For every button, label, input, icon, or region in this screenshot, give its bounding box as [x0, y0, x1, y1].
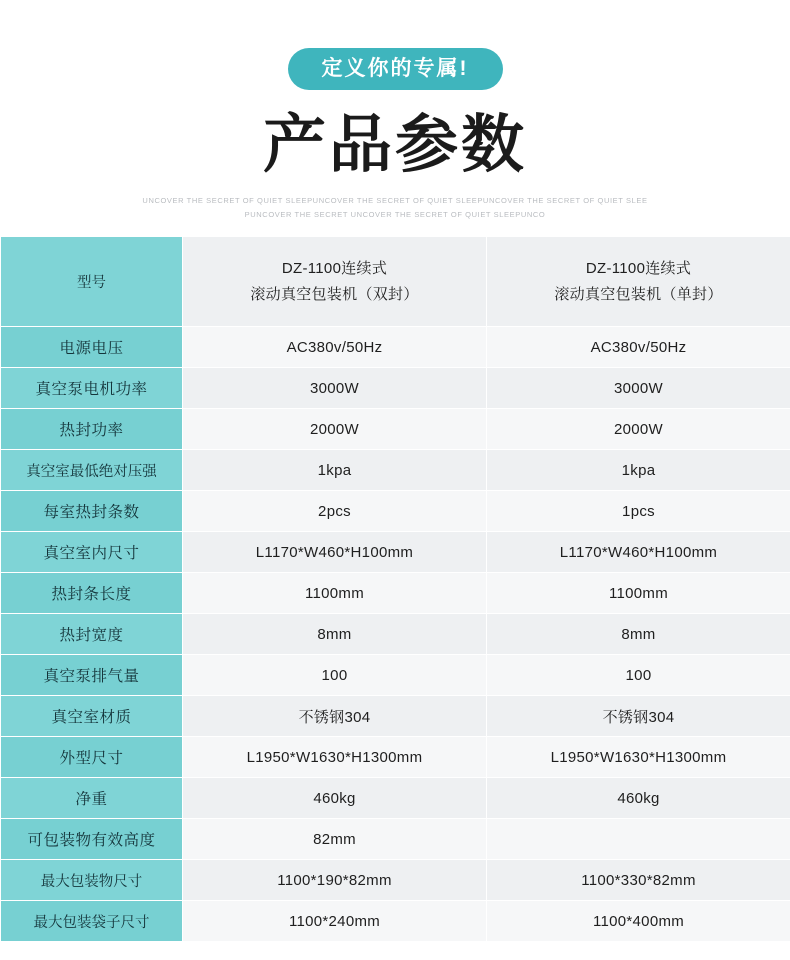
spec-label: 电源电压: [1, 327, 183, 368]
page-header: [0, 0, 790, 223]
table-row: [1, 655, 790, 696]
spec-value-col1: 1100*240mm: [183, 901, 487, 942]
spec-value-col1: 100: [183, 655, 487, 696]
spec-value-col2: 1100mm: [487, 573, 790, 614]
spec-label: 真空泵电机功率: [1, 368, 183, 409]
spec-value-col2: 2000W: [487, 409, 790, 450]
spec-label: 净重: [1, 778, 183, 819]
table-row: [1, 819, 790, 860]
spec-value-line-2: 滚动真空包装机（双封）: [250, 285, 419, 303]
table-row: [1, 860, 790, 901]
spec-value-col2: L1950*W1630*H1300mm: [487, 737, 790, 778]
table-row: [1, 368, 790, 409]
spec-value-col1: 8mm: [183, 614, 487, 655]
spec-value-col2: [487, 237, 790, 327]
table-row: [1, 450, 790, 491]
spec-value-col2: 3000W: [487, 368, 790, 409]
spec-value-col2: [487, 819, 790, 860]
spec-value-col2: 1pcs: [487, 491, 790, 532]
spec-label: 真空泵排气量: [1, 655, 183, 696]
spec-value-col2: AC380v/50Hz: [487, 327, 790, 368]
spec-value-col1: 不锈钢304: [183, 696, 487, 737]
spec-value-col1: 82mm: [183, 819, 487, 860]
spec-value-col2: 8mm: [487, 614, 790, 655]
spec-label: 热封宽度: [1, 614, 183, 655]
spec-label: 真空室材质: [1, 696, 183, 737]
subtitle-line-2: PUNCOVER THE SECRET UNCOVER THE SECRET OF QUIET SLEEPUNCO: [244, 210, 546, 220]
spec-value-col1: 2000W: [183, 409, 487, 450]
spec-value-line-1: DZ-1100连续式: [281, 260, 388, 278]
spec-value-col2: 不锈钢304: [487, 696, 790, 737]
spec-value-col1: 3000W: [183, 368, 487, 409]
table-row: [1, 573, 790, 614]
spec-label: 型号: [1, 237, 183, 327]
spec-value-col2: 460kg: [487, 778, 790, 819]
spec-value-col2: L1170*W460*H100mm: [487, 532, 790, 573]
table-row: [1, 409, 790, 450]
spec-label: 最大包装物尺寸: [1, 860, 183, 901]
spec-label: 真空室内尺寸: [1, 532, 183, 573]
table-row: [1, 737, 790, 778]
subtitle-line-1: UNCOVER THE SECRET OF QUIET SLEEPUNCOVER THE SECRET OF QUIET SLEEPUNCOVER THE SECRET OF QUIET SLEE: [142, 196, 648, 206]
table-row: [1, 532, 790, 573]
spec-label: 外型尺寸: [1, 737, 183, 778]
spec-label: 可包装物有效高度: [1, 819, 183, 860]
spec-label: 真空室最低绝对压强: [1, 450, 183, 491]
spec-value-col1: L1170*W460*H100mm: [183, 532, 487, 573]
table-row: [1, 491, 790, 532]
spec-label: 热封功率: [1, 409, 183, 450]
table-row: [1, 696, 790, 737]
table-row: [1, 327, 790, 368]
table-row: [1, 237, 790, 327]
spec-label: 热封条长度: [1, 573, 183, 614]
spec-label: 最大包装袋子尺寸: [1, 901, 183, 942]
spec-label: 每室热封条数: [1, 491, 183, 532]
table-row: [1, 614, 790, 655]
specification-table: [0, 236, 790, 942]
spec-value-col1: L1950*W1630*H1300mm: [183, 737, 487, 778]
spec-value-col1: 460kg: [183, 778, 487, 819]
header-badge: 定义你的专属!: [288, 48, 503, 90]
spec-value-col1: 1100mm: [183, 573, 487, 614]
spec-value-col1: 1100*190*82mm: [183, 860, 487, 901]
page-title: 产品参数: [263, 108, 527, 181]
spec-value-col1: 2pcs: [183, 491, 487, 532]
spec-value-line-1: DZ-1100连续式: [585, 260, 692, 278]
table-row: [1, 901, 790, 942]
spec-value-col2: 1100*400mm: [487, 901, 790, 942]
spec-value-col2: 1kpa: [487, 450, 790, 491]
spec-value-col2: 1100*330*82mm: [487, 860, 790, 901]
spec-value-col1: [183, 237, 487, 327]
spec-value-line-2: 滚动真空包装机（单封）: [554, 285, 723, 303]
spec-value-col2: 100: [487, 655, 790, 696]
spec-value-col1: 1kpa: [183, 450, 487, 491]
spec-value-col1: AC380v/50Hz: [183, 327, 487, 368]
subtitle-english: [0, 194, 790, 223]
table-row: [1, 778, 790, 819]
